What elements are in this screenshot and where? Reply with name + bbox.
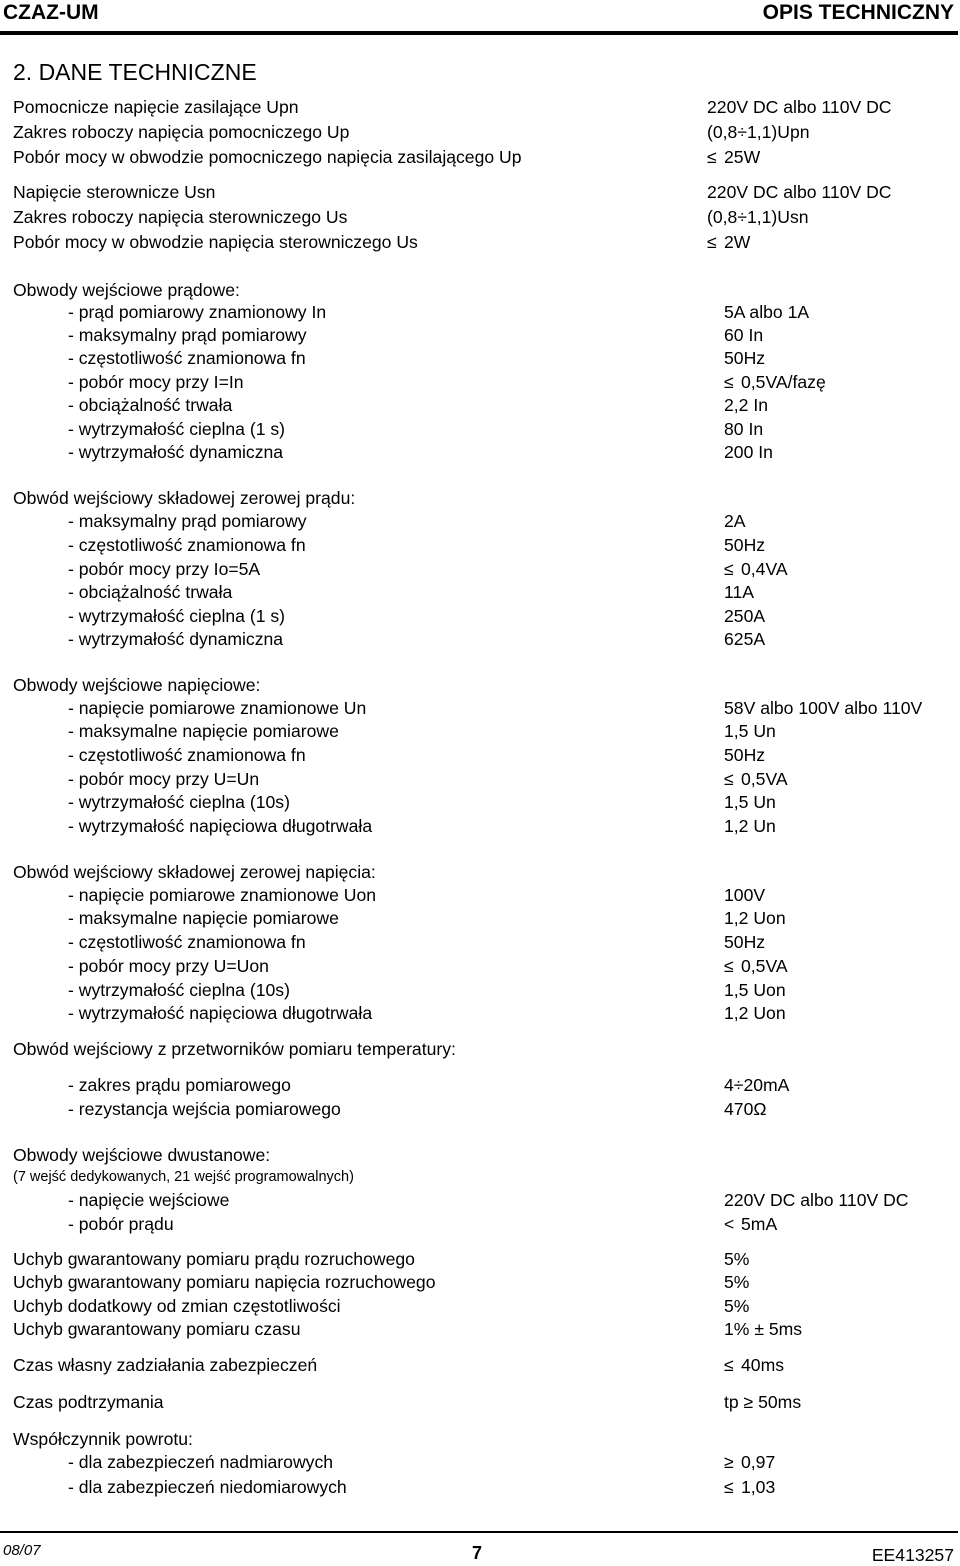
spec-value-text: 5A albo 1A	[724, 302, 810, 322]
spec-label: Pobór mocy w obwodzie napięcia sterowniczego Us	[13, 232, 418, 252]
spec-value	[724, 790, 776, 814]
spec-row	[0, 1073, 960, 1097]
spec-label: - maksymalny prąd pomiarowy	[68, 511, 307, 531]
spec-value	[724, 1188, 909, 1212]
spec-value	[724, 417, 763, 441]
spec-value	[724, 1450, 775, 1474]
spec-label: Obwód wejściowy z przetworników pomiaru temperatury:	[13, 1039, 456, 1059]
spec-row	[0, 1294, 960, 1318]
spec-label: - wytrzymałość napięciowa długotrwała	[68, 816, 373, 836]
comparison-symbol: ≤	[724, 956, 734, 976]
spec-row	[0, 205, 960, 229]
spec-label: Pobór mocy w obwodzie pomocniczego napięcia zasilającego Up	[13, 147, 522, 167]
spec-value	[707, 145, 760, 169]
spec-value	[707, 230, 750, 254]
spec-row	[0, 719, 960, 743]
spec-row	[0, 1270, 960, 1294]
spec-value-text: 100V	[724, 885, 766, 905]
spec-value-text: 58V albo 100V albo 110V	[724, 698, 923, 718]
spec-label: - pobór mocy przy U=Uon	[68, 956, 269, 976]
spec-row	[0, 278, 960, 302]
spec-row	[0, 440, 960, 464]
spec-row	[0, 696, 960, 720]
comparison-symbol: ≤	[724, 1355, 734, 1375]
spec-label: Napięcie sterownicze Usn	[13, 182, 216, 202]
spec-row	[0, 1212, 960, 1236]
spec-value	[724, 1353, 784, 1377]
spec-value-text: 80 In	[724, 419, 764, 439]
spec-label: - maksymalne napięcie pomiarowe	[68, 721, 339, 741]
comparison-symbol: <	[724, 1214, 735, 1234]
spec-value-text: 2W	[724, 232, 751, 252]
spec-value-text: 5%	[724, 1249, 750, 1269]
spec-value-text: 40ms	[741, 1355, 785, 1375]
page-header	[0, 0, 960, 30]
spec-value	[724, 1073, 789, 1097]
spec-row	[0, 673, 960, 697]
spec-value-text: 200 In	[724, 442, 773, 462]
spec-row	[0, 1353, 960, 1377]
spec-label: - wytrzymałość dynamiczna	[68, 629, 284, 649]
spec-value-text: 60 In	[724, 325, 764, 345]
comparison-symbol: ≥	[724, 1452, 734, 1472]
spec-row	[0, 954, 960, 978]
spec-row	[0, 1317, 960, 1341]
spec-row	[0, 978, 960, 1002]
spec-row	[0, 1097, 960, 1121]
spec-value	[707, 205, 809, 229]
spec-value	[724, 1001, 786, 1025]
spec-label: (7 wejść dedykowanych, 21 wejść programowalnych)	[13, 1169, 354, 1185]
spec-row	[0, 1143, 960, 1167]
spec-row	[0, 180, 960, 204]
spec-row	[0, 1247, 960, 1271]
spec-label: - zakres prądu pomiarowego	[68, 1075, 291, 1095]
spec-value	[724, 719, 776, 743]
spec-label: - częstotliwość znamionowa fn	[68, 348, 306, 368]
spec-value	[724, 930, 765, 954]
spec-value-text: 1,5 Un	[724, 721, 776, 741]
spec-label: - wytrzymałość cieplna (1 s)	[68, 606, 286, 626]
spec-row	[0, 145, 960, 169]
spec-value-text: 220V DC albo 110V DC	[707, 182, 892, 202]
spec-label: - pobór mocy przy U=Un	[68, 769, 260, 789]
spec-value	[724, 743, 765, 767]
spec-value	[724, 1475, 775, 1499]
spec-label: Pomocnicze napięcie zasilające Upn	[13, 97, 299, 117]
spec-row	[0, 486, 960, 510]
footer-divider	[0, 1531, 958, 1533]
spec-value-text: 5%	[724, 1272, 750, 1292]
spec-row	[0, 627, 960, 651]
spec-value-text: 0,5VA	[741, 769, 788, 789]
spec-value	[724, 1212, 777, 1236]
spec-label: - dla zabezpieczeń nadmiarowych	[68, 1452, 334, 1472]
spec-row	[0, 604, 960, 628]
spec-label: Uchyb gwarantowany pomiaru prądu rozruchowego	[13, 1249, 415, 1269]
spec-value	[724, 509, 746, 533]
spec-value	[724, 1317, 802, 1341]
spec-value-text: 1,03	[741, 1477, 776, 1497]
spec-row	[0, 323, 960, 347]
spec-row	[0, 1427, 960, 1451]
header-divider	[0, 31, 958, 35]
spec-row	[0, 1165, 960, 1189]
spec-label: - napięcie wejściowe	[68, 1190, 230, 1210]
spec-value	[724, 440, 773, 464]
spec-row	[0, 393, 960, 417]
spec-value-text: 625A	[724, 629, 766, 649]
spec-value	[724, 696, 922, 720]
spec-value-text: 1,5 Uon	[724, 980, 786, 1000]
section-title: 2. DANE TECHNICZNE	[13, 59, 257, 85]
spec-row	[0, 370, 960, 394]
spec-value-text: 1,2 Un	[724, 816, 776, 836]
spec-value-text: 1,2 Uon	[724, 1003, 786, 1023]
spec-label: - pobór mocy przy Io=5A	[68, 559, 261, 579]
spec-value	[724, 883, 765, 907]
spec-value-text: 5%	[724, 1296, 750, 1316]
spec-row	[0, 1001, 960, 1025]
spec-value	[724, 954, 788, 978]
spec-label: - obciążalność trwała	[68, 395, 233, 415]
spec-value-text: 4÷20mA	[724, 1075, 790, 1095]
spec-value	[724, 300, 809, 324]
spec-row	[0, 557, 960, 581]
spec-value	[724, 323, 763, 347]
spec-value	[724, 1390, 801, 1414]
spec-value-text: 0,4VA	[741, 559, 788, 579]
document-code: EE413257	[871, 1545, 954, 1565]
spec-value-text: 220V DC albo 110V DC	[707, 97, 892, 117]
comparison-symbol: ≤	[724, 372, 734, 392]
spec-row	[0, 790, 960, 814]
footer-date: 08/07	[3, 1542, 41, 1559]
spec-row	[0, 580, 960, 604]
spec-label: - obciążalność trwała	[68, 582, 233, 602]
spec-row	[0, 509, 960, 533]
spec-row	[0, 767, 960, 791]
spec-label: - częstotliwość znamionowa fn	[68, 932, 306, 952]
spec-row	[0, 883, 960, 907]
spec-label: - wytrzymałość dynamiczna	[68, 442, 284, 462]
spec-row	[0, 533, 960, 557]
spec-value	[707, 180, 892, 204]
spec-row	[0, 120, 960, 144]
spec-label: - napięcie pomiarowe znamionowe Un	[68, 698, 367, 718]
spec-row	[0, 930, 960, 954]
spec-row	[0, 417, 960, 441]
comparison-symbol: ≤	[707, 147, 717, 167]
spec-label: - pobór prądu	[68, 1214, 174, 1234]
spec-label: - wytrzymałość napięciowa długotrwała	[68, 1003, 373, 1023]
spec-value-text: 250A	[724, 606, 766, 626]
spec-value-text: 220V DC albo 110V DC	[724, 1190, 909, 1210]
spec-row	[0, 300, 960, 324]
spec-value	[724, 393, 768, 417]
spec-value-text: 1,2 Uon	[724, 908, 786, 928]
spec-value	[724, 1270, 749, 1294]
spec-value-text: 0,5VA	[741, 956, 788, 976]
spec-value-text: 2,2 In	[724, 395, 769, 415]
spec-label: - wytrzymałość cieplna (10s)	[68, 980, 290, 1000]
page-number: 7	[472, 1543, 483, 1563]
spec-value-text: 25W	[724, 147, 761, 167]
spec-value-text: 2A	[724, 511, 746, 531]
spec-label: Czas podtrzymania	[13, 1392, 164, 1412]
spec-value-text: 50Hz	[724, 745, 766, 765]
spec-value-text: 50Hz	[724, 348, 766, 368]
spec-value	[724, 627, 765, 651]
spec-value	[724, 978, 786, 1002]
spec-label: Obwody wejściowe napięciowe:	[13, 675, 261, 695]
spec-label: - maksymalny prąd pomiarowy	[68, 325, 307, 345]
spec-row	[0, 230, 960, 254]
spec-value-text: 50Hz	[724, 932, 766, 952]
spec-label: Obwody wejściowe prądowe:	[13, 280, 240, 300]
spec-value	[724, 1247, 749, 1271]
spec-value	[724, 370, 826, 394]
spec-label: - wytrzymałość cieplna (1 s)	[68, 419, 286, 439]
spec-label: - częstotliwość znamionowa fn	[68, 745, 306, 765]
spec-label: Obwód wejściowy składowej zerowej prądu:	[13, 488, 356, 508]
comparison-symbol: ≤	[724, 769, 734, 789]
spec-value-text: (0,8÷1,1)Upn	[707, 122, 810, 142]
spec-label: Uchyb gwarantowany pomiaru napięcia rozruchowego	[13, 1272, 436, 1292]
spec-value	[724, 1097, 767, 1121]
spec-value-text: 0,97	[741, 1452, 776, 1472]
spec-label: Zakres roboczy napięcia pomocniczego Up	[13, 122, 350, 142]
spec-value-text: 11A	[724, 582, 754, 602]
spec-label: Zakres roboczy napięcia sterowniczego Us	[13, 207, 348, 227]
spec-value-text: (0,8÷1,1)Usn	[707, 207, 809, 227]
spec-value	[724, 557, 788, 581]
spec-label: - wytrzymałość cieplna (10s)	[68, 792, 290, 812]
spec-value	[724, 767, 788, 791]
spec-label: - częstotliwość znamionowa fn	[68, 535, 306, 555]
spec-label: - dla zabezpieczeń niedomiarowych	[68, 1477, 347, 1497]
spec-row	[0, 1475, 960, 1499]
spec-value-text: 5mA	[741, 1214, 778, 1234]
spec-label: Uchyb dodatkowy od zmian częstotliwości	[13, 1296, 341, 1316]
comparison-symbol: ≤	[724, 1477, 734, 1497]
spec-row	[0, 1188, 960, 1212]
spec-row	[0, 906, 960, 930]
spec-label: - prąd pomiarowy znamionowy In	[68, 302, 327, 322]
spec-label: - pobór mocy przy I=In	[68, 372, 244, 392]
spec-value	[707, 95, 892, 119]
spec-row	[0, 346, 960, 370]
spec-value-text: 1% ± 5ms	[724, 1319, 803, 1339]
spec-row	[0, 743, 960, 767]
spec-label: Obwody wejściowe dwustanowe:	[13, 1145, 271, 1165]
spec-label: Współczynnik powrotu:	[13, 1429, 193, 1449]
spec-row	[0, 1037, 960, 1061]
spec-value	[724, 533, 765, 557]
spec-row	[0, 95, 960, 119]
spec-value	[707, 120, 810, 144]
spec-value	[724, 580, 754, 604]
spec-label: - napięcie pomiarowe znamionowe Uon	[68, 885, 377, 905]
spec-value	[724, 1294, 749, 1318]
spec-value	[724, 814, 776, 838]
spec-value	[724, 604, 765, 628]
document-type: OPIS TECHNICZNY	[762, 1, 954, 24]
spec-value-text: 50Hz	[724, 535, 766, 555]
spec-value-text: 0,5VA/fazę	[741, 372, 826, 392]
spec-row	[0, 1390, 960, 1414]
spec-label: - rezystancja wejścia pomiarowego	[68, 1099, 341, 1119]
spec-row	[0, 814, 960, 838]
spec-value	[724, 906, 786, 930]
spec-value	[724, 346, 765, 370]
spec-row	[0, 1450, 960, 1474]
spec-value-text: 1,5 Un	[724, 792, 776, 812]
comparison-symbol: ≤	[707, 232, 717, 252]
spec-value-text: 470Ω	[724, 1099, 767, 1119]
spec-value-text: tp ≥ 50ms	[724, 1392, 802, 1412]
spec-label: - maksymalne napięcie pomiarowe	[68, 908, 339, 928]
spec-row	[0, 860, 960, 884]
spec-label: Uchyb gwarantowany pomiaru czasu	[13, 1319, 301, 1339]
spec-label: Czas własny zadziałania zabezpieczeń	[13, 1355, 318, 1375]
spec-label: Obwód wejściowy składowej zerowej napięcia:	[13, 862, 376, 882]
product-name: CZAZ-UM	[3, 1, 99, 24]
comparison-symbol: ≤	[724, 559, 734, 579]
